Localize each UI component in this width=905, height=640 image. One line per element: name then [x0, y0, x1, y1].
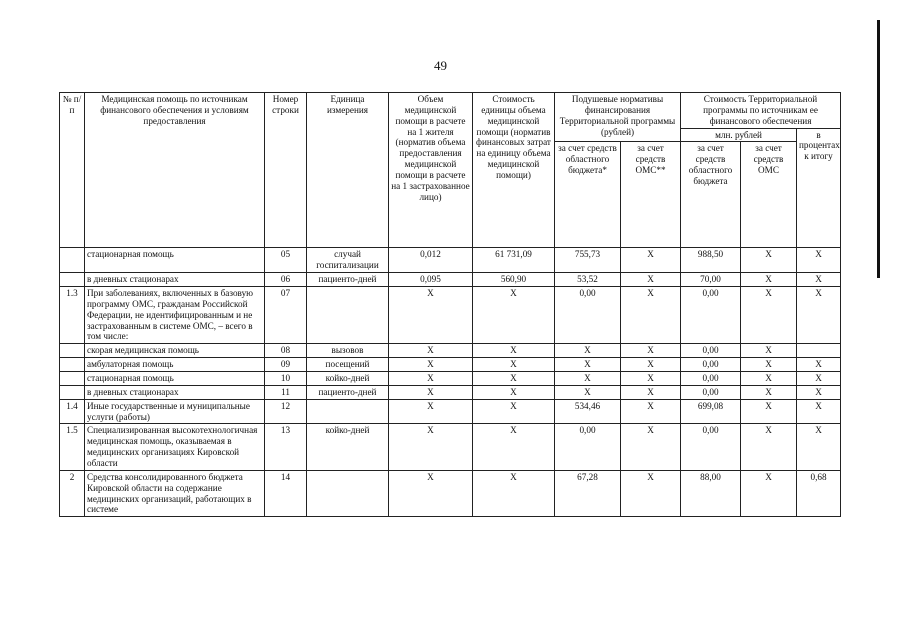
- row-pc-oms: X: [621, 385, 681, 399]
- row-num: 1.5: [60, 424, 85, 470]
- row-num: 2: [60, 470, 85, 516]
- row-no: 05: [265, 248, 307, 273]
- row-no: 08: [265, 344, 307, 358]
- row-cost: X: [473, 287, 555, 344]
- scan-edge-bar: [877, 20, 880, 278]
- row-tc-percent: X: [797, 372, 841, 386]
- row-unit: пациенто-дней: [307, 273, 389, 287]
- row-cost: 61 731,09: [473, 248, 555, 273]
- row-tc-budget: 0,00: [681, 372, 741, 386]
- row-num: [60, 344, 85, 358]
- row-label: стационарная помощь: [85, 372, 265, 386]
- table-row: [60, 287, 841, 344]
- row-label: скорая медицинская помощь: [85, 344, 265, 358]
- row-cost: 560,90: [473, 273, 555, 287]
- row-pc-oms: X: [621, 273, 681, 287]
- row-cost: X: [473, 358, 555, 372]
- row-cost: X: [473, 399, 555, 424]
- row-pc-budget: 0,00: [555, 424, 621, 470]
- row-tc-percent: 0,68: [797, 470, 841, 516]
- row-volume: X: [389, 287, 473, 344]
- row-num: [60, 248, 85, 273]
- header-mln: млн. рублей: [681, 128, 797, 142]
- row-tc-percent: X: [797, 424, 841, 470]
- row-label: Иные государственные и муниципальные услуги (работы): [85, 399, 265, 424]
- table-row: [60, 470, 841, 516]
- row-tc-oms: X: [741, 344, 797, 358]
- table-row: [60, 424, 841, 470]
- row-num: [60, 358, 85, 372]
- row-volume: X: [389, 372, 473, 386]
- row-no: 09: [265, 358, 307, 372]
- row-tc-oms: X: [741, 273, 797, 287]
- table-row: [60, 372, 841, 386]
- row-label: Специализированная высокотехнологичная медицинская помощь, оказываемая в медицинских организациях Кировской области: [85, 424, 265, 470]
- row-tc-percent: X: [797, 399, 841, 424]
- row-volume: X: [389, 470, 473, 516]
- row-no: 07: [265, 287, 307, 344]
- row-tc-budget: 988,50: [681, 248, 741, 273]
- row-tc-budget: 0,00: [681, 344, 741, 358]
- header-pc-oms: за счет средств ОМС**: [621, 142, 681, 248]
- row-pc-oms: X: [621, 344, 681, 358]
- row-tc-budget: 88,00: [681, 470, 741, 516]
- page-number: 49: [434, 58, 447, 73]
- row-tc-budget: 0,00: [681, 358, 741, 372]
- row-volume: X: [389, 358, 473, 372]
- row-tc-oms: X: [741, 372, 797, 386]
- row-no: 13: [265, 424, 307, 470]
- table-row: [60, 248, 841, 273]
- row-pc-budget: 755,73: [555, 248, 621, 273]
- header-care: Медицинская помощь по источникам финансового обеспечения и условиям предоставления: [85, 93, 265, 248]
- row-pc-oms: X: [621, 372, 681, 386]
- row-unit: койко-дней: [307, 372, 389, 386]
- row-tc-budget: 0,00: [681, 424, 741, 470]
- row-unit: койко-дней: [307, 424, 389, 470]
- row-tc-budget: 0,00: [681, 287, 741, 344]
- row-tc-budget: 0,00: [681, 385, 741, 399]
- row-pc-oms: X: [621, 399, 681, 424]
- row-cost: X: [473, 344, 555, 358]
- row-pc-oms: X: [621, 424, 681, 470]
- row-volume: 0,095: [389, 273, 473, 287]
- row-label: стационарная помощь: [85, 248, 265, 273]
- row-volume: X: [389, 344, 473, 358]
- row-pc-oms: X: [621, 358, 681, 372]
- header-per-capita: Подушевые нормативы финансирования Территориальной программы (рублей): [555, 93, 681, 142]
- row-unit: случай госпитализации: [307, 248, 389, 273]
- row-label: Средства консолидированного бюджета Кировской области на содержание медицинских организаций, работающих в системе: [85, 470, 265, 516]
- row-tc-percent: X: [797, 287, 841, 344]
- header-row-no: Номер строки: [265, 93, 307, 248]
- header-unit: Единица измерения: [307, 93, 389, 248]
- row-cost: X: [473, 372, 555, 386]
- row-cost: X: [473, 385, 555, 399]
- row-pc-oms: X: [621, 470, 681, 516]
- row-label: в дневных стационарах: [85, 273, 265, 287]
- row-no: 10: [265, 372, 307, 386]
- row-no: 12: [265, 399, 307, 424]
- row-pc-budget: 53,52: [555, 273, 621, 287]
- row-pc-budget: X: [555, 358, 621, 372]
- row-no: 11: [265, 385, 307, 399]
- row-num: 1.4: [60, 399, 85, 424]
- header-tc-oms: за счет средств ОМС: [741, 142, 797, 248]
- row-pc-budget: 534,46: [555, 399, 621, 424]
- budget-table: [59, 92, 841, 517]
- row-pc-oms: X: [621, 287, 681, 344]
- row-unit: вызовов: [307, 344, 389, 358]
- row-tc-oms: X: [741, 399, 797, 424]
- row-volume: X: [389, 399, 473, 424]
- row-tc-percent: X: [797, 358, 841, 372]
- row-unit: [307, 287, 389, 344]
- row-tc-budget: 699,08: [681, 399, 741, 424]
- header-tc-percent: в процентах к итогу: [797, 128, 841, 248]
- table-row: [60, 344, 841, 358]
- row-pc-oms: X: [621, 248, 681, 273]
- row-tc-percent: X: [797, 273, 841, 287]
- row-cost: X: [473, 470, 555, 516]
- header-territorial-cost: Стоимость Территориальной программы по источникам ее финансового обеспечения: [681, 93, 841, 129]
- row-tc-oms: X: [741, 385, 797, 399]
- row-pc-budget: X: [555, 372, 621, 386]
- header-tc-budget: за счет средств областного бюджета: [681, 142, 741, 248]
- row-no: 14: [265, 470, 307, 516]
- row-num: [60, 273, 85, 287]
- row-label: При заболеваниях, включенных в базовую программу ОМС, гражданам Российской Федерации, не идентифицированным и не застрахованным в системе ОМС, – всего в том числе:: [85, 287, 265, 344]
- row-tc-percent: X: [797, 248, 841, 273]
- row-tc-percent: [797, 344, 841, 358]
- row-volume: X: [389, 424, 473, 470]
- table-row: [60, 273, 841, 287]
- row-tc-percent: X: [797, 385, 841, 399]
- table-row: [60, 385, 841, 399]
- row-no: 06: [265, 273, 307, 287]
- row-num: 1.3: [60, 287, 85, 344]
- header-volume: Объем медицинской помощи в расчете на 1 жителя (норматив объема предоставления медицинской помощи в расчете на 1 застрахованное лицо): [389, 93, 473, 248]
- table-row: [60, 399, 841, 424]
- row-tc-oms: X: [741, 424, 797, 470]
- row-pc-budget: X: [555, 385, 621, 399]
- row-unit: посещений: [307, 358, 389, 372]
- header-pc-budget: за счет средств областного бюджета*: [555, 142, 621, 248]
- row-unit: [307, 470, 389, 516]
- row-label: в дневных стационарах: [85, 385, 265, 399]
- row-tc-oms: X: [741, 358, 797, 372]
- row-num: [60, 372, 85, 386]
- row-volume: X: [389, 385, 473, 399]
- row-unit: [307, 399, 389, 424]
- row-pc-budget: 0,00: [555, 287, 621, 344]
- row-pc-budget: 67,28: [555, 470, 621, 516]
- table-row: [60, 358, 841, 372]
- row-label: амбулаторная помощь: [85, 358, 265, 372]
- row-tc-oms: X: [741, 470, 797, 516]
- row-cost: X: [473, 424, 555, 470]
- header-cost: Стоимость единицы объема медицинской помощи (норматив финансовых затрат на единицу объема медицинской помощи): [473, 93, 555, 248]
- row-tc-oms: X: [741, 287, 797, 344]
- row-pc-budget: X: [555, 344, 621, 358]
- header-num: № п/п: [60, 93, 85, 248]
- row-volume: 0,012: [389, 248, 473, 273]
- row-num: [60, 385, 85, 399]
- row-tc-oms: X: [741, 248, 797, 273]
- row-unit: пациенто-дней: [307, 385, 389, 399]
- row-tc-budget: 70,00: [681, 273, 741, 287]
